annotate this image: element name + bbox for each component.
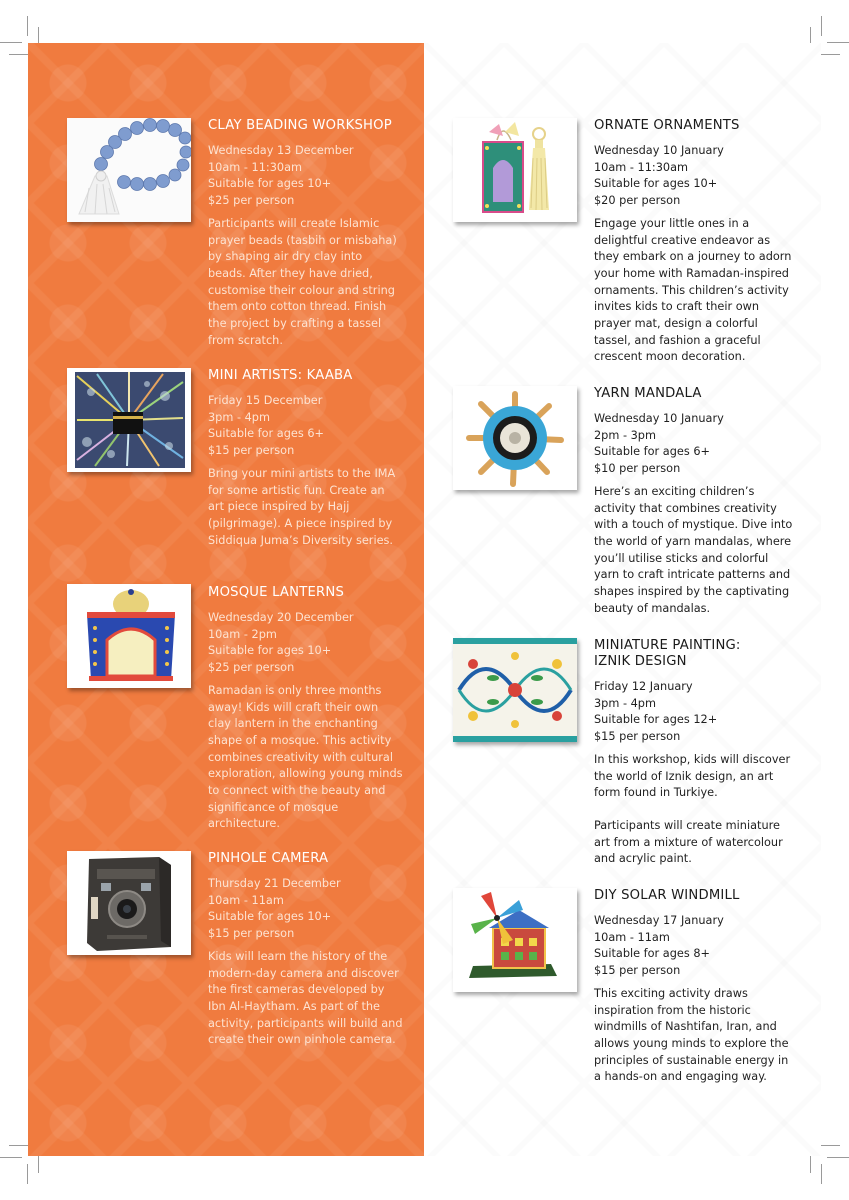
event-clay-beading (208, 118, 403, 349)
event-price: $25 per person (208, 194, 295, 208)
event-description: This exciting activity draws inspiration from the historic windmills of Nashtifan, Iran, and allows young minds to explore the principles of sustainable energy in a hands-on and engaging way. (594, 986, 789, 1084)
crop-mark (27, 16, 28, 36)
event-time: 10am - 11:30am (594, 160, 689, 174)
event-description: Here’s an exciting children’s activity that combines creativity with a touch of mystique. Dive into the world of yarn mandalas, where you’ll utilise sticks and colorful yarn to craft intricate patterns and shapes inspired by the captivating beauty of mandalas. (594, 484, 793, 615)
crop-mark (827, 42, 849, 43)
crop-mark (9, 1145, 29, 1146)
clay-mosque-lantern-image (67, 584, 191, 688)
event-pinhole-camera (208, 851, 403, 1049)
event-price: $25 per person (208, 661, 295, 675)
event-ages: Suitable for ages 10+ (208, 177, 332, 191)
event-ornate-ornaments (594, 118, 794, 366)
event-miniature-painting (594, 638, 794, 868)
event-ages: Suitable for ages 6+ (594, 445, 710, 459)
clay-prayer-beads-image (67, 118, 191, 222)
event-description: In this workshop, kids will discover the world of Iznik design, an art form found in Turkiye. (594, 752, 791, 800)
event-description: Participants will create Islamic prayer beads (tasbih or misbaha) by shaping air dry clay into beads. After they have dried, customise their colour and string them onto cotton thread. Finish the project by crafting a tassel from scratch. (208, 216, 397, 347)
event-time: 3pm - 4pm (208, 410, 270, 424)
event-title: MOSQUE LANTERNS (208, 585, 345, 600)
event-date: Wednesday 20 December (208, 611, 354, 624)
event-date: Thursday 21 December (208, 877, 341, 890)
event-ages: Suitable for ages 6+ (208, 427, 324, 441)
event-ages: Suitable for ages 10+ (208, 644, 332, 658)
event-description: Ramadan is only three months away! Kids will craft their own clay lantern in the enchanting shape of a mosque. This activity combines creativity with cultural exploration, allowing young minds to connect with the beauty and significance of mosque architecture. (208, 683, 403, 831)
event-title: MINI ARTISTS: KAABA (208, 368, 353, 383)
event-title: ORNATE ORNAMENTS (594, 118, 740, 133)
event-price: $15 per person (208, 927, 295, 941)
event-mini-artists-kaaba (208, 368, 403, 549)
event-title: DIY SOLAR WINDMILL (594, 888, 740, 903)
crop-mark (827, 1157, 849, 1158)
crop-mark (0, 42, 22, 43)
event-diy-solar-windmill (594, 888, 794, 1086)
event-time: 2pm - 3pm (594, 428, 656, 442)
crop-mark (9, 54, 29, 55)
event-ages: Suitable for ages 10+ (208, 910, 332, 924)
event-price: $15 per person (594, 730, 681, 744)
event-date: Friday 12 January (594, 680, 693, 693)
vintage-box-camera-image (67, 851, 191, 955)
event-title: YARN MANDALA (594, 386, 702, 401)
solar-windmill-model-image (453, 888, 577, 992)
event-ages: Suitable for ages 12+ (594, 713, 718, 727)
crop-mark (821, 16, 822, 36)
event-ages: Suitable for ages 8+ (594, 947, 710, 961)
event-ages: Suitable for ages 10+ (594, 177, 718, 191)
event-time: 10am - 2pm (208, 627, 277, 641)
iznik-tile-image (453, 638, 577, 742)
crop-mark (38, 1153, 39, 1173)
event-time: 10am - 11:30am (208, 160, 303, 174)
event-date: Friday 15 December (208, 394, 323, 407)
event-description: Engage your little ones in a delightful creative endeavor as they embark on a journey to adorn your home with Ramadan-inspired ornaments. This children’s activity invites kids to craft their own prayer mat, design a colorful tassel, and fashion a graceful crescent moon decoration. (594, 216, 792, 364)
event-time: 10am - 11am (594, 930, 670, 944)
event-title: MINIATURE PAINTING: IZNIK DESIGN (594, 638, 741, 669)
crop-mark (821, 1164, 822, 1184)
event-date: Wednesday 13 December (208, 144, 354, 157)
event-description: Participants will create miniature art from a mixture of watercolour and acrylic paint. (594, 818, 783, 866)
event-time: 3pm - 4pm (594, 696, 656, 710)
event-date: Wednesday 10 January (594, 412, 724, 425)
event-date: Wednesday 17 January (594, 914, 724, 927)
prayer-mat-ornament-image (453, 118, 577, 222)
event-time: 10am - 11am (208, 893, 284, 907)
event-title: PINHOLE CAMERA (208, 851, 329, 866)
crop-mark (27, 1164, 28, 1184)
event-price: $15 per person (208, 444, 295, 458)
event-description: Kids will learn the history of the modern-day camera and discover the first cameras developed by Ibn Al-Haytham. As part of the activity, participants will build and create their own pinhole camera. (208, 949, 403, 1047)
event-price: $15 per person (594, 964, 681, 978)
event-mosque-lanterns (208, 585, 403, 833)
crop-mark (820, 54, 840, 55)
event-description: Bring your mini artists to the IMA for some artistic fun. Create an art piece inspired by Hajj (pilgrimage). A piece inspired by Siddiqua Juma’s Diversity series. (208, 466, 396, 547)
crop-mark (810, 1153, 811, 1173)
event-title: CLAY BEADING WORKSHOP (208, 118, 392, 133)
crop-mark (0, 1157, 22, 1158)
event-yarn-mandala (594, 386, 794, 617)
yarn-mandala-image (453, 386, 577, 490)
event-price: $10 per person (594, 462, 681, 476)
event-price: $20 per person (594, 194, 681, 208)
crop-mark (820, 1145, 840, 1146)
event-date: Wednesday 10 January (594, 144, 724, 157)
kaaba-artwork-image (67, 368, 191, 472)
